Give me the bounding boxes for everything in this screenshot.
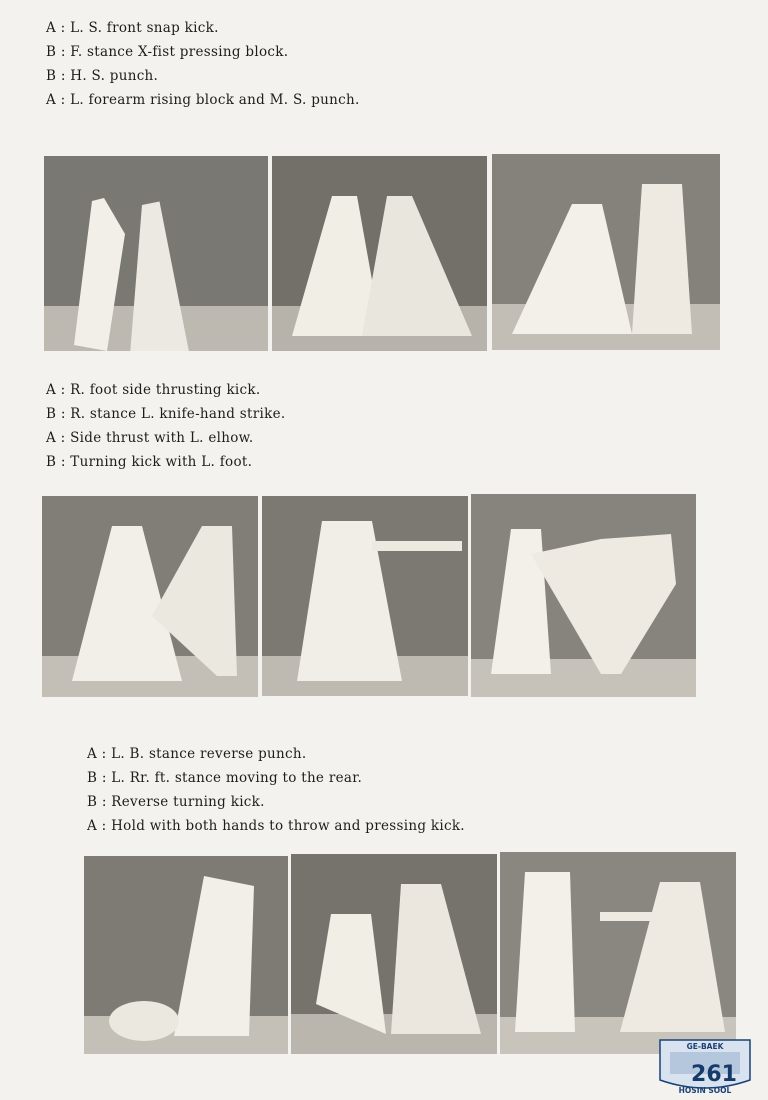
photo-row1-1 xyxy=(44,156,268,351)
photo-row3-3 xyxy=(500,852,736,1054)
photo-row1-2 xyxy=(272,156,487,351)
photo-row3-1 xyxy=(84,856,288,1054)
photo-row1-3 xyxy=(492,154,720,350)
logo-bottom-text: HOSIN SOOL xyxy=(678,1086,732,1095)
caption-line: B : Reverse turning kick. xyxy=(87,794,265,810)
caption-line: A : L. forearm rising block and M. S. punch. xyxy=(46,92,360,108)
caption-line: B : Turning kick with L. foot. xyxy=(46,454,253,470)
photo-row2-1 xyxy=(42,496,258,697)
photo-row2-2 xyxy=(262,496,468,696)
logo-top-text: GE-BAEK xyxy=(686,1042,724,1051)
page-number: 261 xyxy=(691,1062,737,1087)
photo-row2-3 xyxy=(471,494,696,697)
caption-line: B : F. stance X-fist pressing block. xyxy=(46,44,289,60)
caption-line: A : L. S. front snap kick. xyxy=(46,20,219,36)
caption-line: A : R. foot side thrusting kick. xyxy=(46,382,261,398)
caption-line: B : H. S. punch. xyxy=(46,68,159,84)
caption-line: B : R. stance L. knife-hand strike. xyxy=(46,406,286,422)
caption-line: A : L. B. stance reverse punch. xyxy=(87,746,307,762)
caption-line: B : L. Rr. ft. stance moving to the rear. xyxy=(87,770,363,786)
caption-block-2 xyxy=(46,378,286,474)
caption-block-1 xyxy=(46,16,360,112)
caption-line: A : Hold with both hands to throw and pressing kick. xyxy=(87,818,465,834)
caption-line: A : Side thrust with L. elhow. xyxy=(46,430,254,446)
photo-row3-2 xyxy=(291,854,497,1054)
caption-block-3 xyxy=(87,742,465,838)
